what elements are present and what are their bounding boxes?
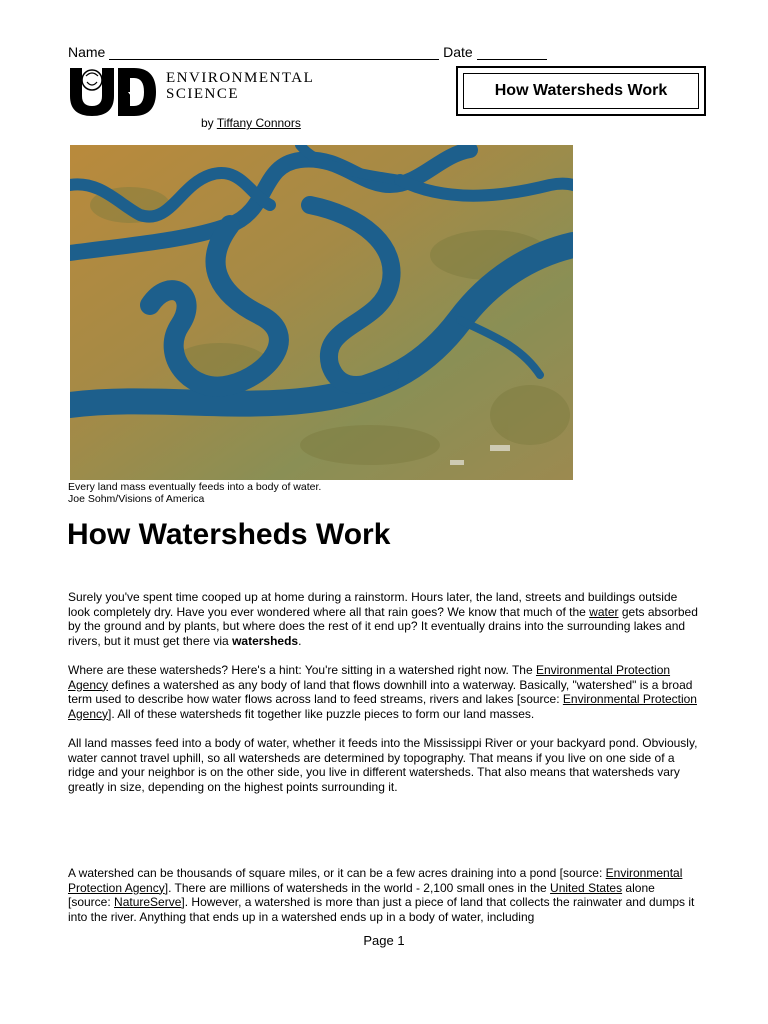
brand-line-1: ENVIRONMENTAL <box>166 70 315 86</box>
date-label: Date <box>443 44 473 60</box>
byline <box>201 116 301 130</box>
p4-text-d: ]. However, a watershed is more than just a piece of land that collects the rainwater and dumps it into the river. Anything that ends up in a watershed ends up in a body of water, including <box>68 895 695 924</box>
page-number: Page 1 <box>363 933 405 948</box>
by-label: by <box>201 116 214 130</box>
paragraph-1 <box>68 590 700 648</box>
title-box <box>456 66 706 116</box>
link-epa-2[interactable]: Environmental Protection Agency <box>68 692 697 721</box>
article-title: How Watersheds Work <box>67 518 391 551</box>
p1-text-a: Surely you've spent time cooped up at home during a rainstorm. Hours later, the land, streets and buildings outside look completely dry. Have you ever wondered where all that rain goes? We know that much of the <box>68 590 678 619</box>
paragraph-4 <box>68 866 700 924</box>
p1-bold-watersheds: watersheds <box>232 633 299 648</box>
p2-text-b: defines a watershed as any body of land that flows downhill into a waterway. Basically, "watershed" is a broad term used to describe how water flows across land to feed streams, rivers and lakes [source: <box>68 677 693 706</box>
author-link[interactable]: Tiffany Connors <box>216 116 301 130</box>
river-aerial-photo <box>70 145 573 480</box>
ud-logo <box>68 62 158 118</box>
p4-text-a: A watershed can be thousands of square miles, or it can be a few acres draining into a pond [source: <box>68 866 606 880</box>
link-united-states[interactable]: United States <box>550 880 623 895</box>
name-blank <box>109 43 439 60</box>
link-natureserve[interactable]: NatureServe <box>114 895 182 909</box>
p3-text: All land masses feed into a body of water, whether it feeds into the Mississippi River or your backyard pond. Obviously, water cannot travel uphill, so all watersheds are determined by topography. That means if you live on one side of a ridge and your neighbor is on the other side, you live in different watersheds. That also means that watersheds vary greatly in size, depending on the highest points surrounding it. <box>68 736 698 794</box>
photo-caption <box>68 481 321 505</box>
paragraph-3 <box>68 736 700 794</box>
p4-text-b: ]. There are millions of watersheds in the world - 2,100 small ones in the <box>164 880 551 895</box>
brand-text <box>166 70 314 102</box>
photo-credit: Joe Sohm/Visions of America <box>68 493 205 505</box>
p4-text-c: alone [source: <box>68 880 655 909</box>
title-box-text: How Watersheds Work <box>463 73 699 109</box>
date-blank <box>477 43 547 60</box>
link-epa-1[interactable]: Environmental Protection Agency <box>68 663 671 692</box>
caption-text: Every land mass eventually feeds into a body of water. <box>68 481 322 493</box>
paragraph-2 <box>68 663 700 721</box>
p2-text-c: ]. All of these watersheds fit together like puzzle pieces to form our land masses. <box>108 706 535 721</box>
p1-text-c: . <box>298 633 302 648</box>
p1-text-b: gets absorbed by the ground and by plants, but where does the rest of it end up? It eventually drains into the surrounding lakes and rivers, but it must get there via <box>68 604 698 648</box>
name-label: Name <box>68 44 106 60</box>
link-water[interactable]: water <box>589 604 619 619</box>
brand-line-2: SCIENCE <box>166 86 240 102</box>
p2-text-a: Where are these watersheds? Here's a hint: You're sitting in a watershed right now. The <box>68 663 536 677</box>
link-epa-3[interactable]: Environmental Protection Agency <box>68 866 683 895</box>
name-date-line <box>68 43 547 60</box>
